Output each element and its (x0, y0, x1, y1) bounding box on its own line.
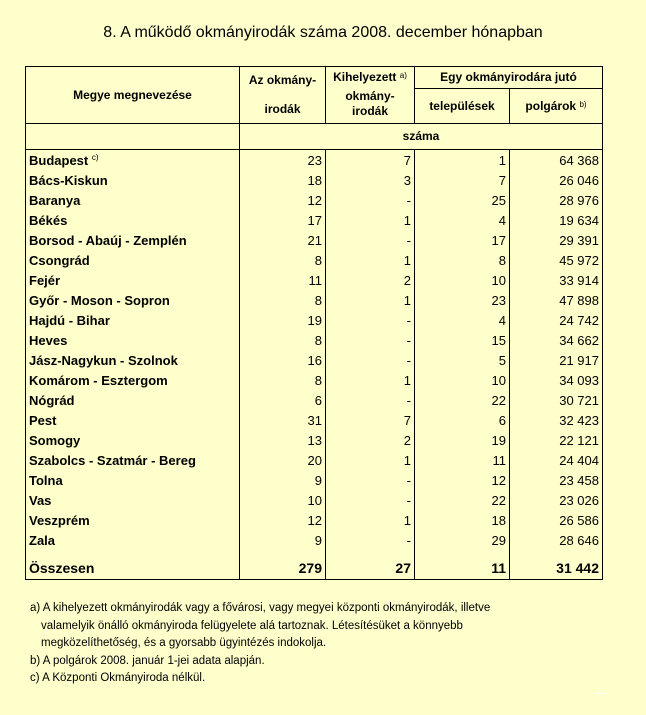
county-name: Budapest (29, 153, 89, 168)
footnotes (30, 600, 620, 688)
cell-polgarok: 24 404 (510, 451, 603, 471)
county-name-cell (26, 531, 240, 551)
cell-telepulesek: 10 (415, 371, 510, 391)
cell-telepulesek: 8 (415, 251, 510, 271)
table-row (26, 251, 603, 271)
footnote-c: c) A Központi Okmányiroda nélkül. (30, 672, 206, 684)
county-name-cell (26, 331, 240, 351)
cell-telepulesek: 7 (415, 171, 510, 191)
header-irodak-line2: irodák (264, 102, 301, 116)
county-name-cell (26, 171, 240, 191)
cell-polgarok: 64 368 (510, 150, 603, 172)
cell-polgarok: 29 391 (510, 231, 603, 251)
cell-irodak: 16 (240, 351, 326, 371)
county-name-cell (26, 391, 240, 411)
header-blank (26, 124, 240, 150)
cell-irodak: 31 (240, 411, 326, 431)
table-row (26, 191, 603, 211)
cell-kihelyezett: 1 (326, 511, 415, 531)
header-polgarok-label: polgárok (525, 98, 577, 113)
county-name-cell (26, 411, 240, 431)
cell-irodak: 17 (240, 211, 326, 231)
cell-telepulesek: 22 (415, 391, 510, 411)
footnote-a-line3: megközelíthetőség, és a gyorsabb ügyintézés indokolja. (41, 637, 327, 649)
county-name: Zala (29, 533, 56, 548)
cell-kihelyezett: 1 (326, 371, 415, 391)
county-name-cell (26, 431, 240, 451)
cell-polgarok: 30 721 (510, 391, 603, 411)
table-row (26, 171, 603, 191)
cell-telepulesek: 23 (415, 291, 510, 311)
cell-kihelyezett: 7 (326, 411, 415, 431)
cell-irodak: 18 (240, 171, 326, 191)
cell-telepulesek: 25 (415, 191, 510, 211)
header-kihelyezett-line3: irodák (351, 104, 388, 118)
header-kihelyezett-line2: okmány- (345, 89, 395, 103)
table-row (26, 150, 603, 172)
county-name-cell (26, 371, 240, 391)
cell-telepulesek: 5 (415, 351, 510, 371)
cell-polgarok: 47 898 (510, 291, 603, 311)
cell-telepulesek: 19 (415, 431, 510, 451)
cell-telepulesek: 29 (415, 531, 510, 551)
corner-mark (596, 693, 608, 694)
county-name-cell (26, 191, 240, 211)
cell-polgarok: 21 917 (510, 351, 603, 371)
cell-polgarok: 34 662 (510, 331, 603, 351)
cell-kihelyezett: 1 (326, 291, 415, 311)
cell-telepulesek: 4 (415, 311, 510, 331)
table-row (26, 411, 603, 431)
cell-kihelyezett: - (326, 191, 415, 211)
header-megye (26, 67, 240, 124)
cell-irodak: 9 (240, 471, 326, 491)
footnote-a-line2: valamelyik önálló okmányiroda felügyelete alá tartoznak. Létesítésüket a könnyebb (41, 619, 463, 632)
cell-irodak: 8 (240, 331, 326, 351)
table-row (26, 451, 603, 471)
total-irodak: 279 (240, 557, 326, 580)
table-row (26, 491, 603, 511)
county-name: Vas (29, 493, 52, 508)
county-name: Baranya (29, 193, 81, 208)
cell-kihelyezett: - (326, 391, 415, 411)
cell-irodak: 12 (240, 511, 326, 531)
header-telepulesek (415, 89, 510, 124)
county-name-cell (26, 271, 240, 291)
cell-polgarok: 28 646 (510, 531, 603, 551)
cell-polgarok: 32 423 (510, 411, 603, 431)
cell-irodak: 23 (240, 150, 326, 172)
footnote-marker-c: c) (91, 153, 99, 162)
county-name-cell (26, 451, 240, 471)
cell-kihelyezett: 7 (326, 150, 415, 172)
cell-irodak: 9 (240, 531, 326, 551)
cell-telepulesek: 17 (415, 231, 510, 251)
okmanyirodak-table (25, 66, 603, 580)
cell-irodak: 19 (240, 311, 326, 331)
cell-polgarok: 24 742 (510, 311, 603, 331)
header-kihelyezett (326, 67, 415, 124)
cell-kihelyezett: 1 (326, 451, 415, 471)
county-name-cell (26, 471, 240, 491)
cell-polgarok: 45 972 (510, 251, 603, 271)
cell-polgarok: 33 914 (510, 271, 603, 291)
cell-telepulesek: 22 (415, 491, 510, 511)
cell-polgarok: 28 976 (510, 191, 603, 211)
county-name: Borsod - Abaúj - Zemplén (29, 233, 187, 248)
total-label: Összesen (26, 557, 240, 580)
cell-kihelyezett: - (326, 231, 415, 251)
table-row (26, 311, 603, 331)
cell-kihelyezett: 2 (326, 431, 415, 451)
header-group-label: Egy okmányirodára jutó (440, 70, 577, 84)
cell-telepulesek: 18 (415, 511, 510, 531)
county-name: Bács-Kiskun (29, 173, 108, 188)
table-row (26, 231, 603, 251)
county-name: Jász-Nagykun - Szolnok (29, 353, 178, 368)
county-name: Győr - Moson - Sopron (29, 293, 170, 308)
cell-polgarok: 34 093 (510, 371, 603, 391)
cell-telepulesek: 15 (415, 331, 510, 351)
cell-kihelyezett: - (326, 491, 415, 511)
cell-telepulesek: 4 (415, 211, 510, 231)
cell-irodak: 8 (240, 251, 326, 271)
cell-telepulesek: 12 (415, 471, 510, 491)
total-kihelyezett: 27 (326, 557, 415, 580)
header-telepulesek-label: települések (429, 98, 495, 113)
table-row (26, 531, 603, 551)
county-name-cell (26, 511, 240, 531)
county-name-cell (26, 231, 240, 251)
header-szama (240, 124, 603, 150)
cell-irodak: 10 (240, 491, 326, 511)
county-name: Szabolcs - Szatmár - Bereg (29, 453, 196, 468)
cell-kihelyezett: 2 (326, 271, 415, 291)
table-row (26, 331, 603, 351)
table-row (26, 351, 603, 371)
table-row (26, 371, 603, 391)
cell-irodak: 8 (240, 371, 326, 391)
county-name-cell (26, 150, 240, 172)
footnote-b: b) A polgárok 2008. január 1-jei adata alapján. (30, 654, 265, 667)
table-row (26, 271, 603, 291)
cell-polgarok: 26 046 (510, 171, 603, 191)
total-telepulesek: 11 (415, 557, 510, 580)
total-polgarok: 31 442 (510, 557, 603, 580)
cell-telepulesek: 11 (415, 451, 510, 471)
county-name-cell (26, 251, 240, 271)
cell-irodak: 11 (240, 271, 326, 291)
header-polgarok (510, 89, 603, 124)
cell-irodak: 13 (240, 431, 326, 451)
cell-telepulesek: 1 (415, 150, 510, 172)
table-row (26, 511, 603, 531)
county-name: Békés (29, 213, 68, 228)
county-name: Heves (29, 333, 68, 348)
cell-irodak: 6 (240, 391, 326, 411)
county-name-cell (26, 211, 240, 231)
county-name: Tolna (29, 473, 63, 488)
total-row (26, 557, 603, 580)
header-megye-label: Megye megnevezése (73, 87, 192, 102)
county-name: Pest (29, 413, 57, 428)
cell-kihelyezett: - (326, 351, 415, 371)
county-name-cell (26, 491, 240, 511)
county-name: Nógrád (29, 393, 75, 408)
header-szama-label: száma (402, 129, 440, 143)
table-row (26, 291, 603, 311)
table-body (26, 150, 603, 580)
county-name: Csongrád (29, 253, 90, 268)
county-name: Somogy (29, 433, 81, 448)
cell-telepulesek: 10 (415, 271, 510, 291)
cell-kihelyezett: - (326, 471, 415, 491)
county-name: Veszprém (29, 513, 90, 528)
cell-irodak: 21 (240, 231, 326, 251)
table-row (26, 391, 603, 411)
cell-kihelyezett: 3 (326, 171, 415, 191)
table-row (26, 431, 603, 451)
header-group (415, 67, 603, 89)
cell-polgarok: 23 026 (510, 491, 603, 511)
cell-kihelyezett: - (326, 531, 415, 551)
county-name: Fejér (29, 273, 61, 288)
header-irodak (240, 67, 326, 124)
cell-irodak: 8 (240, 291, 326, 311)
footnote-a-line1: a) A kihelyezett okmányirodák vagy a fővárosi, vagy megyei központi okmányirodák, illetve (30, 602, 491, 614)
cell-irodak: 20 (240, 451, 326, 471)
cell-kihelyezett: 1 (326, 211, 415, 231)
cell-kihelyezett: - (326, 311, 415, 331)
header-irodak-line1: Az okmány- (248, 73, 317, 87)
cell-kihelyezett: 1 (326, 251, 415, 271)
county-name: Hajdú - Bihar (29, 313, 110, 328)
header-kihelyezett-line1: Kihelyezett (333, 70, 397, 84)
footnote-marker-a: a) (399, 71, 407, 80)
cell-telepulesek: 6 (415, 411, 510, 431)
table-row (26, 211, 603, 231)
cell-irodak: 12 (240, 191, 326, 211)
page-title: 8. A működő okmányirodák száma 2008. december hónapban (103, 24, 543, 41)
cell-kihelyezett: - (326, 331, 415, 351)
table-row (26, 471, 603, 491)
county-name-cell (26, 351, 240, 371)
cell-polgarok: 23 458 (510, 471, 603, 491)
county-name-cell (26, 311, 240, 331)
cell-polgarok: 22 121 (510, 431, 603, 451)
cell-polgarok: 19 634 (510, 211, 603, 231)
cell-polgarok: 26 586 (510, 511, 603, 531)
county-name: Komárom - Esztergom (29, 373, 168, 388)
footnote-marker-b: b) (579, 99, 587, 109)
county-name-cell (26, 291, 240, 311)
